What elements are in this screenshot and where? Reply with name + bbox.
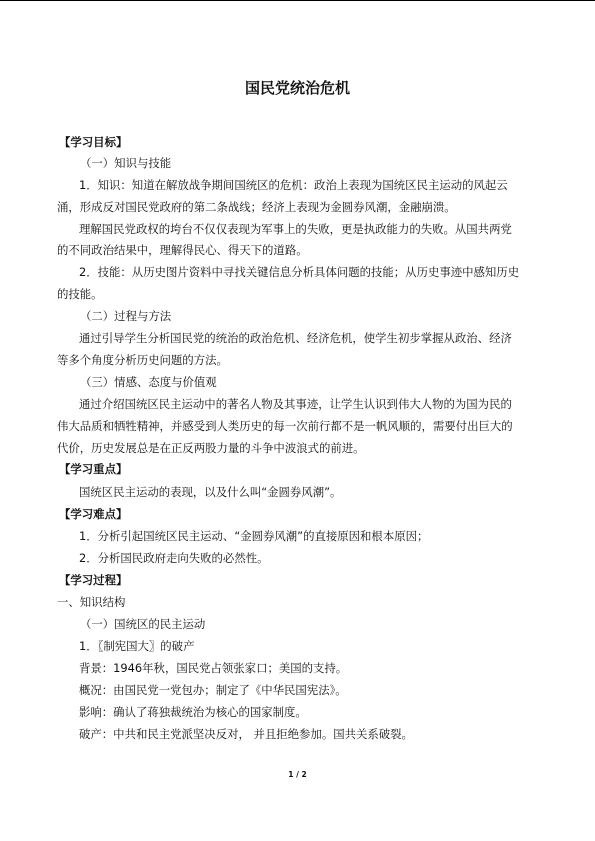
paragraph-line: 破产：中共和民主党派坚决反对， 并且拒绝参加。国共关系破裂。 bbox=[79, 727, 413, 741]
paragraph-line: 代价，历史发展总是在正反两股力量的斗争中波浪式的前进。 bbox=[57, 441, 365, 455]
paragraph-line: 的技能。 bbox=[57, 287, 103, 301]
paragraph-line: 1．知识：知道在解放战争期间国统区的危机：政治上表现为国统区民主运动的风起云 bbox=[79, 178, 508, 192]
paragraph-line: 2．分析国民政府走向失败的必然性。 bbox=[79, 551, 269, 565]
section-heading-learning-goals: 【学习目标】 bbox=[59, 135, 128, 149]
paragraph-line: 理解国民党政权的垮台不仅仅表现为军事上的失败，更是执政能力的失败。从国共两党 bbox=[79, 222, 512, 236]
paragraph-line: 通过引导学生分析国民党的统治的政治危机、经济危机，使学生初步掌握从政治、经济 bbox=[79, 331, 512, 345]
paragraph-line: 伟大品质和牺牲精神，并感受到人类历史的每一次前行都不是一帆风顺的，需要付出巨大的 bbox=[57, 419, 513, 433]
paragraph-line: 背景：1946年秋，国民党占领张家口；美国的支持。 bbox=[79, 661, 348, 675]
section-heading-learning-process: 【学习过程】 bbox=[59, 573, 128, 587]
paragraph-line: 国统区民主运动的表现，以及什么叫“金圆券风潮”。 bbox=[79, 485, 342, 499]
paragraph-line: 通过介绍国统区民主运动中的著名人物及其事迹，让学生认识到伟大人物的为国为民的 bbox=[79, 397, 512, 411]
paragraph-line: 概况：由国民党一党包办；制定了《中华民国宪法》。 bbox=[79, 683, 347, 697]
page-number: 1 / 2 bbox=[288, 770, 307, 779]
paragraph-line: 1．分析引起国统区民主运动、“金圆券风潮”的直接原因和根本原因； bbox=[79, 529, 429, 543]
subheading-democratic-movement: （一）国统区的民主运动 bbox=[80, 617, 206, 631]
subheading-knowledge-skills: （一）知识与技能 bbox=[80, 156, 172, 170]
section-heading-key-points: 【学习重点】 bbox=[59, 462, 128, 476]
document-title: 国民党统治危机 bbox=[244, 79, 350, 97]
paragraph-line: 等多个角度分析历史问题的方法。 bbox=[57, 353, 228, 367]
paragraph-line: 影响：确认了蒋独裁统治为核心的国家制度。 bbox=[79, 705, 307, 719]
paragraph-line: 2．技能：从历史图片资料中寻找关键信息分析具体问题的技能；从历史事迹中感知历史 bbox=[79, 265, 520, 279]
subheading-values: （三）情感、态度与价值观 bbox=[80, 375, 217, 389]
paragraph-line: 1．〖制宪国大〗的破产 bbox=[79, 639, 195, 653]
subheading-process-methods: （二）过程与方法 bbox=[80, 309, 172, 323]
section-heading-difficulties: 【学习难点】 bbox=[59, 507, 128, 521]
paragraph-line: 涌，形成反对国民党政府的第二条战线；经济上表现为金圆券风潮，金融崩溃。 bbox=[57, 200, 456, 214]
paragraph-line: 的不同政治结果中，理解得民心、得天下的道路。 bbox=[57, 243, 308, 257]
subheading-knowledge-structure: 一、知识结构 bbox=[57, 595, 126, 609]
